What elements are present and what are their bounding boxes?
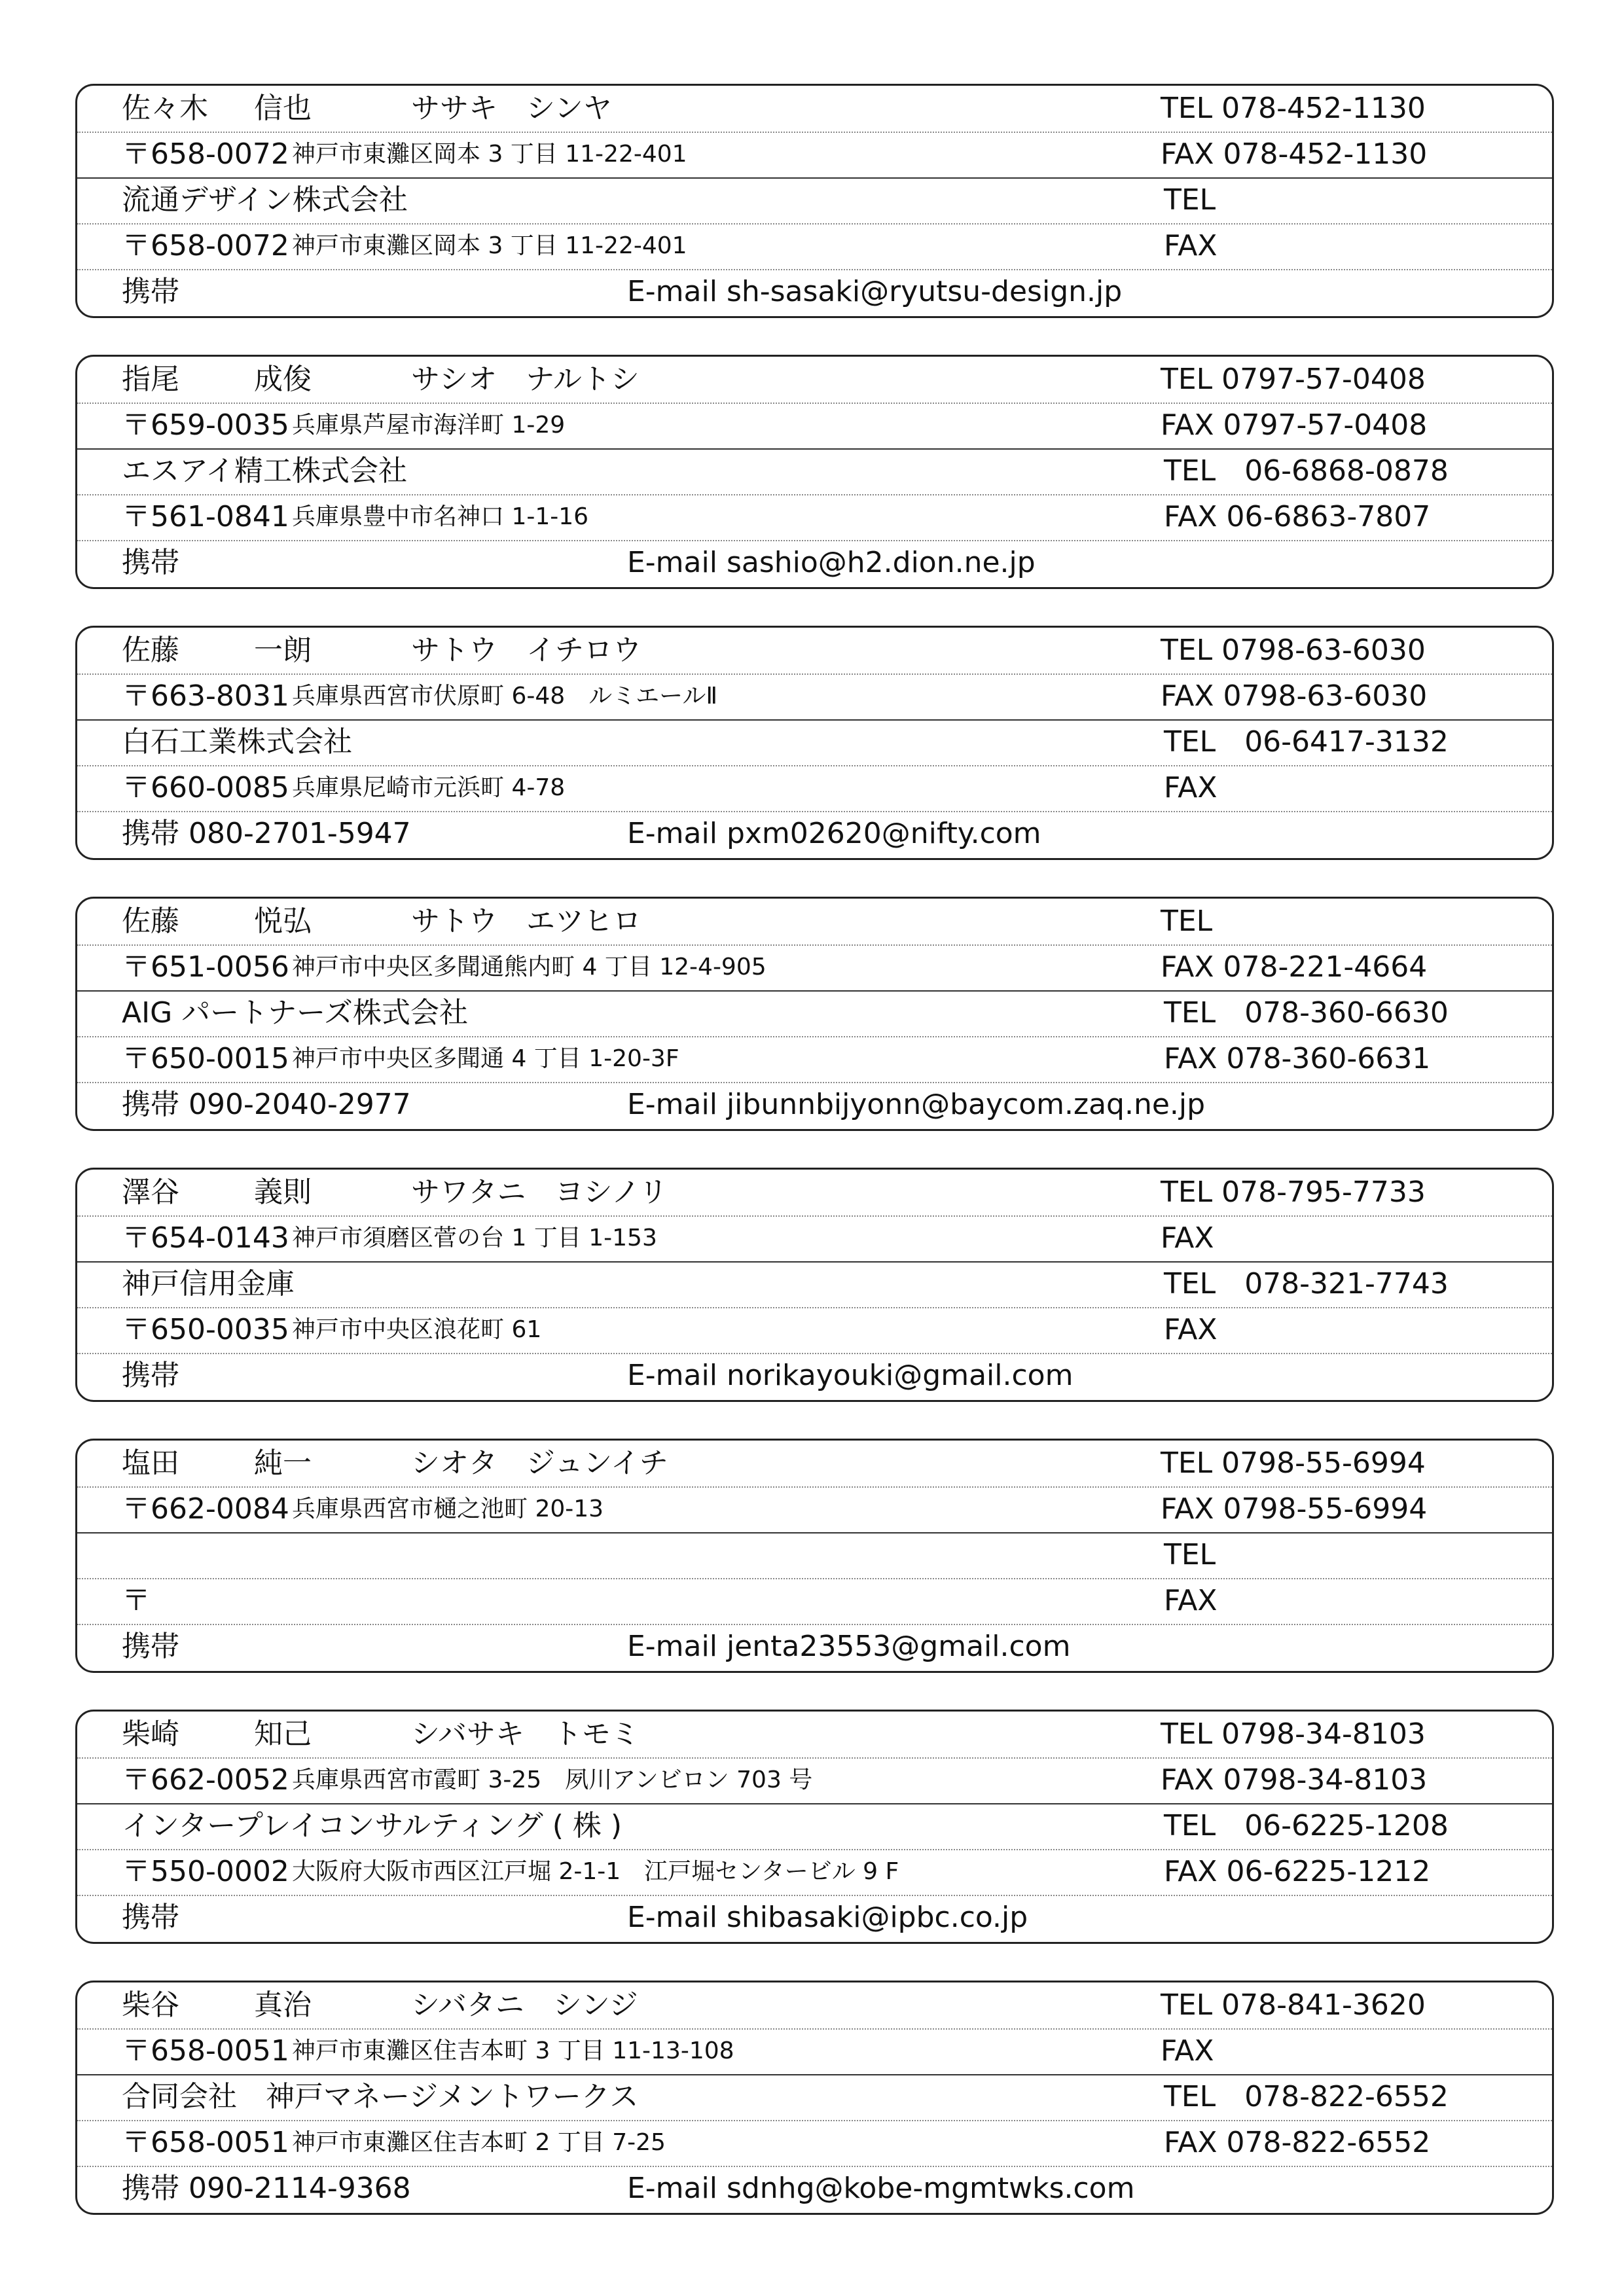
given-name: 一朗 — [254, 634, 312, 667]
home-zip: 〒658-0051 — [122, 2034, 289, 2068]
work-address-row — [77, 1578, 1552, 1625]
mobile-email-row — [77, 1624, 1552, 1670]
work-zip: 〒561-0841 — [122, 500, 289, 533]
home-address: 兵庫県西宮市霞町 3-25 夙川アンビロン 703 号 — [292, 1767, 813, 1793]
home-address: 神戸市東灘区住吉本町 3 丁目 11-13-108 — [292, 2037, 734, 2064]
kana-reading: サワタニ ヨシノリ — [411, 1175, 668, 1209]
home-fax: FAX 078-452-1130 — [1161, 137, 1428, 171]
contact-card-5 — [75, 1168, 1554, 1402]
company-name: 合同会社 神戸マネージメントワークス — [122, 2080, 639, 2113]
email-address[interactable]: E-mail sh-sasaki@ryutsu-design.jp — [627, 275, 1123, 308]
work-fax: FAX 06-6863-7807 — [1164, 500, 1431, 533]
work-tel: TEL 078-360-6630 — [1164, 996, 1449, 1030]
home-address-row — [77, 1215, 1552, 1263]
company-name: 流通デザイン株式会社 — [122, 183, 408, 217]
work-fax: FAX — [1164, 1584, 1218, 1617]
mobile-email-row — [77, 2166, 1552, 2212]
contact-card-2 — [75, 355, 1554, 589]
work-address-row — [77, 494, 1552, 541]
company-row — [77, 1803, 1552, 1850]
work-address: 神戸市東灘区住吉本町 2 丁目 7-25 — [292, 2129, 666, 2156]
company-name: AIG パートナーズ株式会社 — [122, 996, 468, 1030]
family-name: 指尾 — [122, 363, 179, 396]
company-row — [77, 990, 1552, 1037]
kana-reading: シオタ ジュンイチ — [411, 1446, 668, 1480]
home-address: 兵庫県芦屋市海洋町 1-29 — [292, 412, 566, 439]
company-name: インタープレイコンサルティング ( 株 ) — [122, 1809, 623, 1842]
company-row — [77, 448, 1552, 495]
home-fax: FAX — [1161, 2034, 1214, 2068]
work-zip: 〒 — [122, 1584, 151, 1617]
name-row — [77, 1170, 1552, 1217]
family-name: 柴谷 — [122, 1988, 179, 2022]
home-address-row — [77, 2028, 1552, 2075]
home-fax: FAX 0798-34-8103 — [1161, 1763, 1428, 1797]
family-name: 塩田 — [122, 1446, 179, 1480]
contact-card-6 — [75, 1439, 1554, 1673]
email-address[interactable]: E-mail sdnhg@kobe-mgmtwks.com — [627, 2172, 1135, 2205]
work-address-row — [77, 1849, 1552, 1896]
company-row — [77, 177, 1552, 224]
work-tel: TEL — [1164, 183, 1216, 217]
home-tel: TEL 0798-63-6030 — [1161, 634, 1426, 667]
kana-reading: サトウ イチロウ — [411, 634, 641, 667]
given-name: 成俊 — [254, 363, 312, 396]
home-address: 神戸市須磨区菅の台 1 丁目 1-153 — [292, 1225, 657, 1251]
home-tel: TEL 078-841-3620 — [1161, 1988, 1426, 2022]
company-name: 神戸信用金庫 — [122, 1267, 295, 1300]
kana-reading: シバサキ トモミ — [411, 1717, 640, 1751]
home-address: 兵庫県西宮市樋之池町 20-13 — [292, 1496, 604, 1522]
given-name: 純一 — [254, 1446, 312, 1480]
home-zip: 〒659-0035 — [122, 408, 289, 442]
mobile-number: 携帯 080-2701-5947 — [122, 817, 411, 850]
name-row — [77, 1712, 1552, 1759]
name-row — [77, 628, 1552, 675]
work-zip: 〒658-0051 — [122, 2126, 289, 2159]
home-zip: 〒662-0084 — [122, 1492, 289, 1526]
email-address[interactable]: E-mail pxm02620@nifty.com — [627, 817, 1041, 850]
mobile-number: 携帯 — [122, 275, 179, 308]
home-tel: TEL — [1161, 905, 1213, 938]
work-tel: TEL 06-6868-0878 — [1164, 454, 1449, 488]
work-zip: 〒650-0015 — [122, 1042, 289, 1075]
work-zip: 〒660-0085 — [122, 771, 289, 804]
given-name: 悦弘 — [254, 905, 312, 938]
mobile-email-row — [77, 1082, 1552, 1128]
home-tel: TEL 0797-57-0408 — [1161, 363, 1426, 396]
home-address-row — [77, 944, 1552, 992]
mobile-email-row — [77, 1895, 1552, 1941]
contact-card-7 — [75, 1710, 1554, 1944]
mobile-number: 携帯 090-2114-9368 — [122, 2172, 411, 2205]
home-address: 神戸市東灘区岡本 3 丁目 11-22-401 — [292, 141, 687, 168]
name-row — [77, 1982, 1552, 2030]
contact-card-1 — [75, 84, 1554, 318]
mobile-number: 携帯 090-2040-2977 — [122, 1088, 411, 1121]
home-address-row — [77, 1757, 1552, 1804]
home-zip: 〒651-0056 — [122, 950, 289, 984]
email-address[interactable]: E-mail jenta23553@gmail.com — [627, 1630, 1071, 1663]
contact-card-3 — [75, 626, 1554, 860]
company-name: エスアイ精工株式会社 — [122, 454, 408, 488]
work-tel: TEL 078-822-6552 — [1164, 2080, 1449, 2113]
email-address[interactable]: E-mail jibunnbijyonn@baycom.zaq.ne.jp — [627, 1088, 1206, 1121]
work-address-row — [77, 223, 1552, 270]
work-tel: TEL — [1164, 1538, 1216, 1571]
work-address-row — [77, 2120, 1552, 2167]
work-zip: 〒550-0002 — [122, 1855, 289, 1888]
home-address: 兵庫県西宮市伏原町 6-48 ルミエールⅡ — [292, 683, 718, 709]
name-row — [77, 357, 1552, 404]
kana-reading: サシオ ナルトシ — [411, 363, 640, 396]
given-name: 真治 — [254, 1988, 312, 2022]
home-fax: FAX 0798-55-6994 — [1161, 1492, 1428, 1526]
mobile-number: 携帯 — [122, 1359, 179, 1392]
kana-reading: シバタニ シンジ — [411, 1988, 638, 2022]
family-name: 佐々木 — [122, 92, 208, 125]
kana-reading: サトウ エツヒロ — [411, 905, 641, 938]
mobile-email-row — [77, 540, 1552, 586]
given-name: 信也 — [254, 92, 312, 125]
work-zip: 〒650-0035 — [122, 1313, 289, 1346]
work-fax: FAX — [1164, 229, 1218, 262]
family-name: 佐藤 — [122, 634, 179, 667]
contact-card-8 — [75, 1981, 1554, 2215]
contact-card-4 — [75, 897, 1554, 1131]
work-address: 大阪府大阪市西区江戸堀 2-1-1 江戸堀センタービル 9 F — [292, 1858, 899, 1885]
work-tel: TEL 078-321-7743 — [1164, 1267, 1449, 1300]
work-zip: 〒658-0072 — [122, 229, 289, 262]
family-name: 柴崎 — [122, 1717, 179, 1751]
home-zip: 〒654-0143 — [122, 1221, 289, 1255]
home-tel: TEL 0798-55-6994 — [1161, 1446, 1426, 1480]
company-row — [77, 1261, 1552, 1308]
work-address: 神戸市東灘区岡本 3 丁目 11-22-401 — [292, 232, 687, 259]
given-name: 知己 — [254, 1717, 312, 1751]
company-row — [77, 719, 1552, 766]
work-fax: FAX 078-360-6631 — [1164, 1042, 1431, 1075]
work-fax: FAX 06-6225-1212 — [1164, 1855, 1431, 1888]
work-address-row — [77, 765, 1552, 812]
name-row — [77, 86, 1552, 133]
home-tel: TEL 078-452-1130 — [1161, 92, 1426, 125]
company-name: 白石工業株式会社 — [122, 725, 352, 759]
work-address: 兵庫県豊中市名神口 1-1-16 — [292, 503, 589, 530]
work-address-row — [77, 1036, 1552, 1083]
work-address: 神戸市中央区多聞通 4 丁目 1-20-3F — [292, 1045, 679, 1072]
mobile-email-row — [77, 811, 1552, 857]
home-fax: FAX 0797-57-0408 — [1161, 408, 1428, 442]
work-fax: FAX 078-822-6552 — [1164, 2126, 1431, 2159]
home-fax: FAX 078-221-4664 — [1161, 950, 1428, 984]
home-fax: FAX — [1161, 1221, 1214, 1255]
home-tel: TEL 0798-34-8103 — [1161, 1717, 1426, 1751]
home-address-row — [77, 403, 1552, 450]
given-name: 義則 — [254, 1175, 312, 1209]
family-name: 澤谷 — [122, 1175, 179, 1209]
name-row — [77, 899, 1552, 946]
email-address[interactable]: E-mail shibasaki@ipbc.co.jp — [627, 1901, 1028, 1934]
home-address-row — [77, 1486, 1552, 1534]
email-address[interactable]: E-mail norikayouki@gmail.com — [627, 1359, 1074, 1392]
mobile-number: 携帯 — [122, 546, 179, 579]
mobile-number: 携帯 — [122, 1901, 179, 1934]
work-fax: FAX — [1164, 771, 1218, 804]
work-tel: TEL 06-6417-3132 — [1164, 725, 1449, 759]
work-address: 神戸市中央区浪花町 61 — [292, 1316, 542, 1343]
mobile-email-row — [77, 1353, 1552, 1399]
home-tel: TEL 078-795-7733 — [1161, 1175, 1426, 1209]
company-row — [77, 1532, 1552, 1579]
family-name: 佐藤 — [122, 905, 179, 938]
mobile-email-row — [77, 269, 1552, 315]
home-address: 神戸市中央区多聞通熊内町 4 丁目 12-4-905 — [292, 954, 767, 980]
home-address-row — [77, 132, 1552, 179]
home-fax: FAX 0798-63-6030 — [1161, 679, 1428, 713]
work-tel: TEL 06-6225-1208 — [1164, 1809, 1449, 1842]
kana-reading: ササキ シンヤ — [411, 92, 612, 125]
home-zip: 〒663-8031 — [122, 679, 289, 713]
company-row — [77, 2074, 1552, 2121]
name-row — [77, 1441, 1552, 1488]
work-address: 兵庫県尼崎市元浜町 4-78 — [292, 774, 566, 801]
work-fax: FAX — [1164, 1313, 1218, 1346]
mobile-number: 携帯 — [122, 1630, 179, 1663]
home-address-row — [77, 673, 1552, 721]
home-zip: 〒662-0052 — [122, 1763, 289, 1797]
home-zip: 〒658-0072 — [122, 137, 289, 171]
email-address[interactable]: E-mail sashio@h2.dion.ne.jp — [627, 546, 1036, 579]
work-address-row — [77, 1307, 1552, 1354]
